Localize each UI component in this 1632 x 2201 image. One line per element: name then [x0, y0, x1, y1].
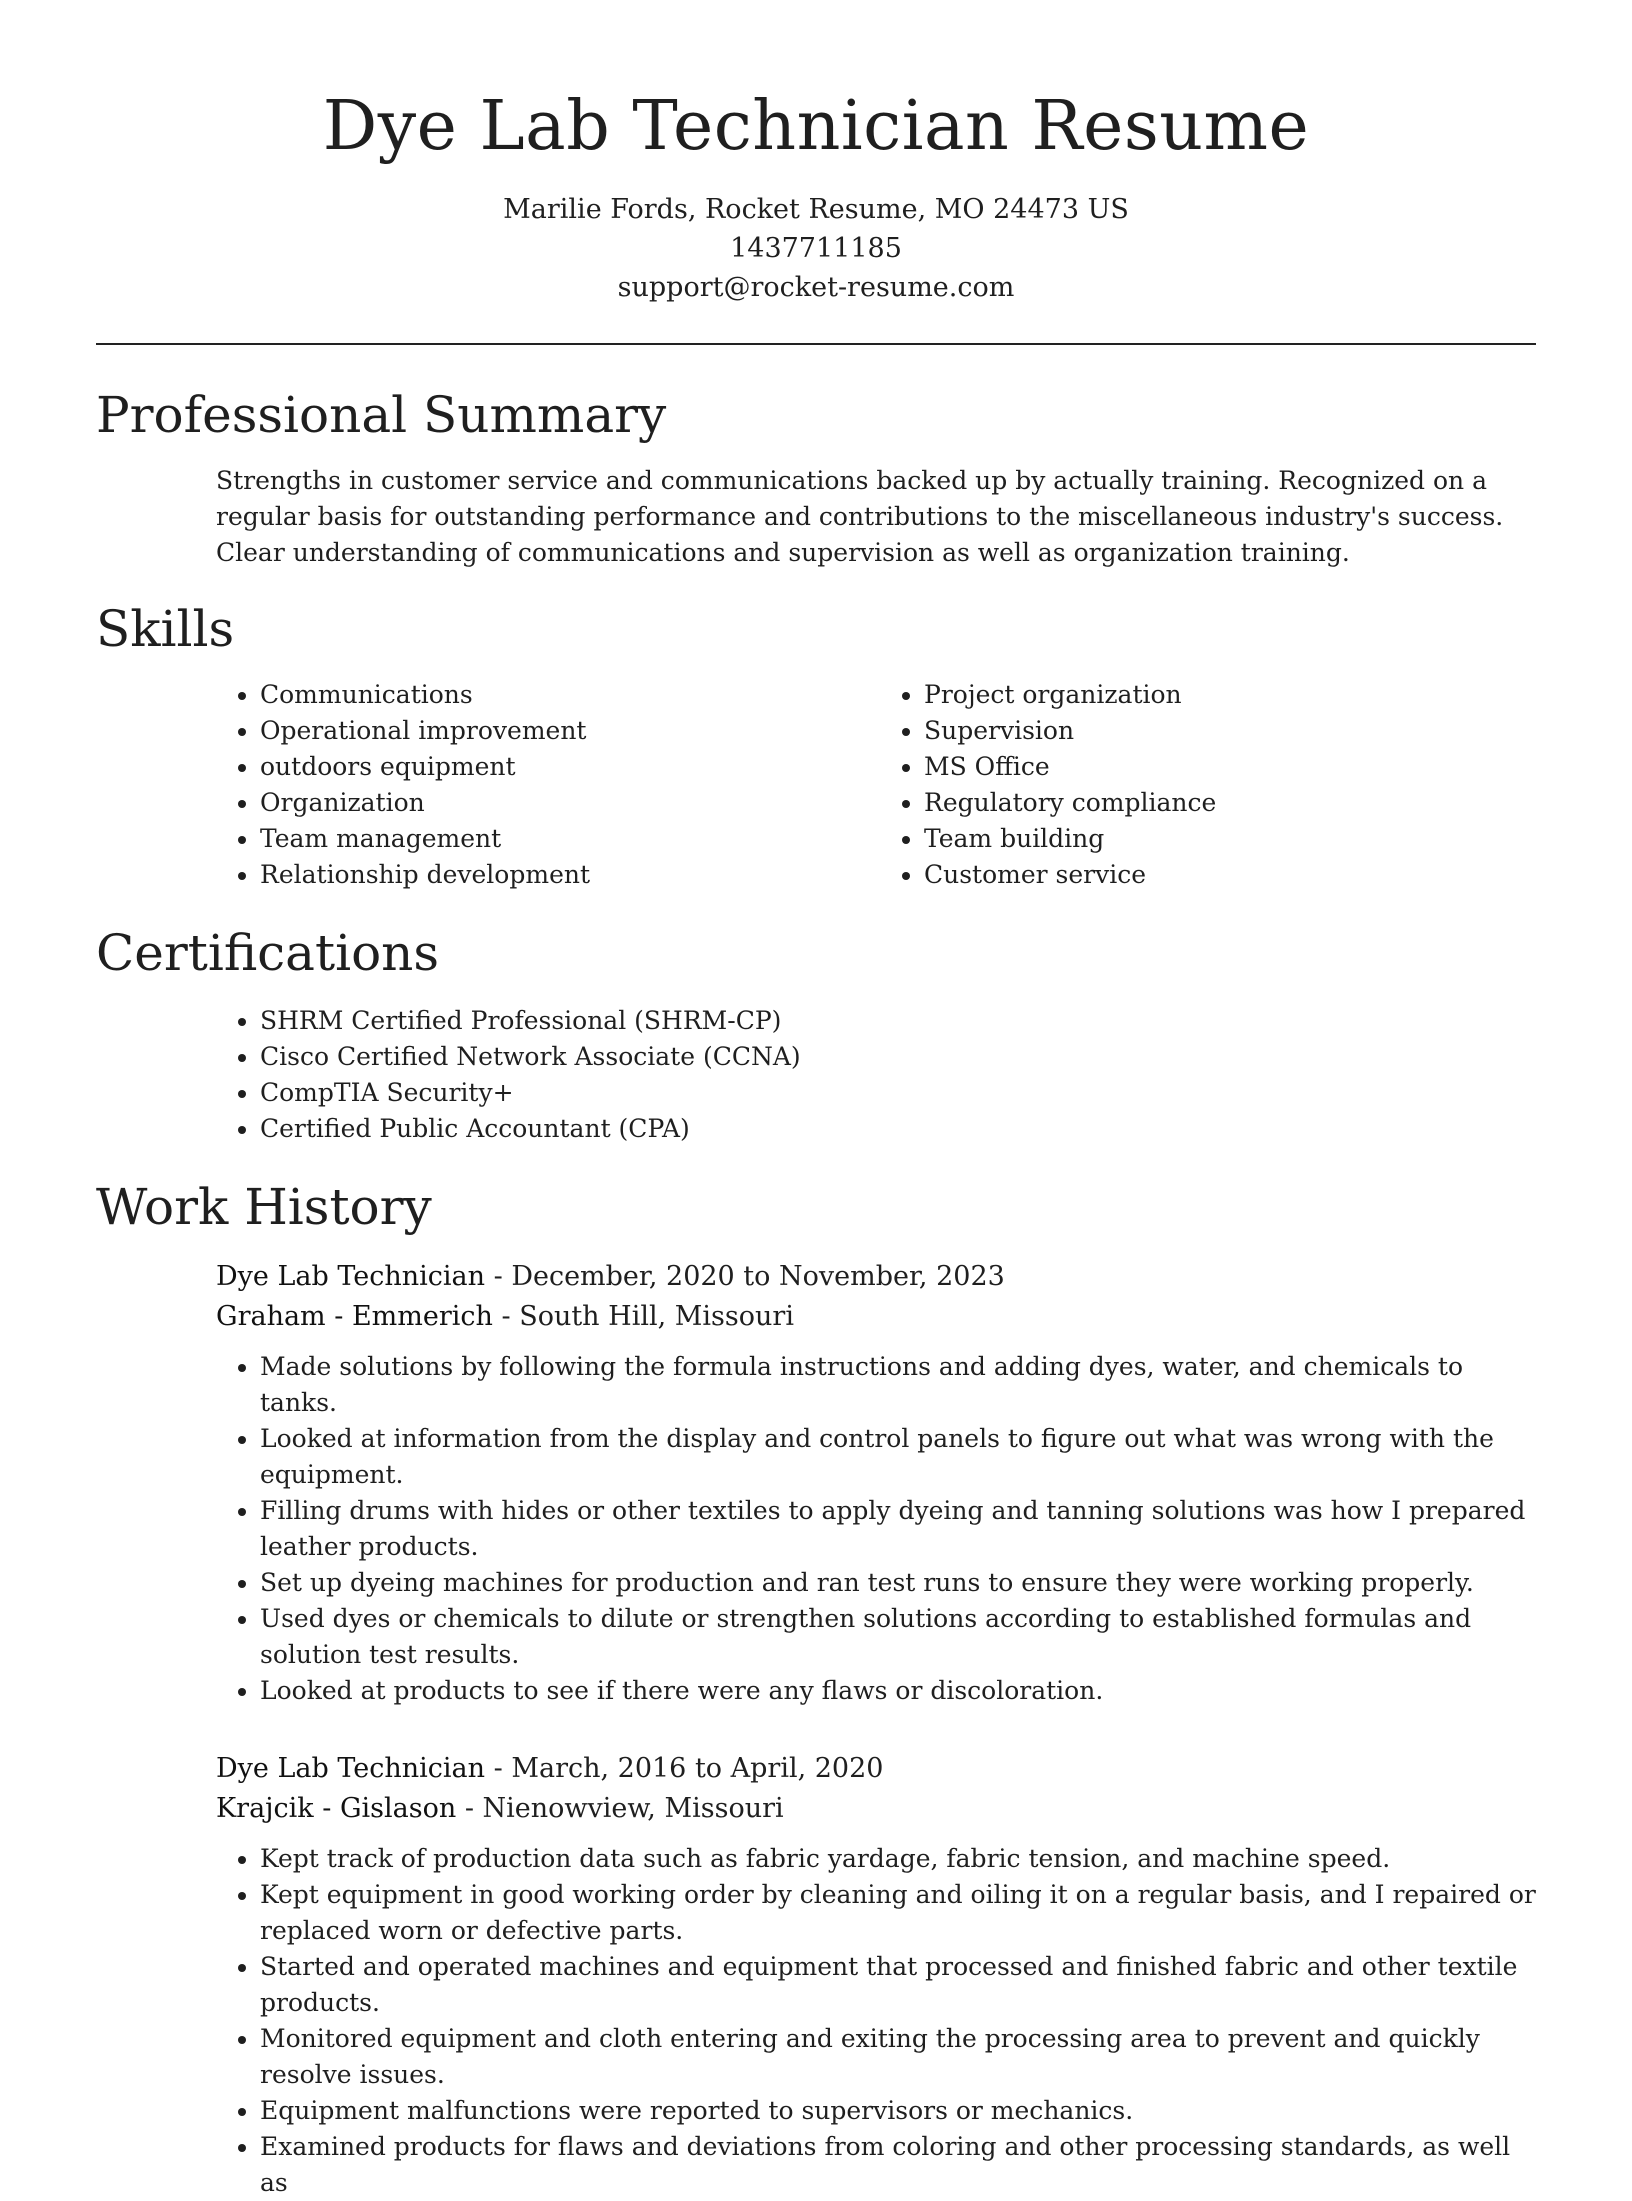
skill-item: • Team building [924, 821, 1524, 857]
work-history-heading: Work History [96, 1178, 432, 1236]
job-title: Dye Lab Technician [216, 1261, 486, 1292]
certification-item: • Cisco Certified Network Associate (CCNA) [260, 1039, 1536, 1075]
skill-item: • Organization [260, 785, 910, 821]
job-duty: • Set up dyeing machines for production and ran test runs to ensure they were working properly. [260, 1565, 1536, 1601]
contact-email: support@rocket-resume.com [617, 272, 1015, 303]
job-duty: • Kept track of production data such as fabric yardage, fabric tension, and machine speed. [260, 1841, 1536, 1877]
job-entry [216, 1257, 1536, 1709]
resume-title: Dye Lab Technician Resume [322, 87, 1310, 166]
skill-item: • Supervision [924, 713, 1524, 749]
job-duty: • Equipment malfunctions were reported to supervisors or mechanics. [260, 2093, 1536, 2129]
skill-item: • Regulatory compliance [924, 785, 1524, 821]
skills-heading: Skills [96, 600, 235, 658]
skill-item: • outdoors equipment [260, 749, 910, 785]
job-duty: • Filling drums with hides or other textiles to apply dyeing and tanning solutions was how I prepared leather products. [260, 1493, 1536, 1565]
job-company: Graham - Emmerich [216, 1301, 493, 1332]
job-location: - Nienowview, Missouri [456, 1793, 784, 1824]
job-duty: • Monitored equipment and cloth entering and exiting the processing area to prevent and quickly resolve issues. [260, 2021, 1536, 2093]
summary-text: Strengths in customer service and communications backed up by actually training. Recognized on a regular basis for outstanding performance and contributions to the miscellaneous industry's success. Clear understanding of communications and supervision as well as organization training. [216, 466, 1504, 567]
job-duty: • Examined products for flaws and deviations from coloring and other processing standards, as well as [260, 2129, 1536, 2201]
contact-address: Marilie Fords, Rocket Resume, MO 24473 US [503, 194, 1129, 225]
skill-item: • Customer service [924, 857, 1524, 893]
job-entry [216, 1749, 1536, 2201]
job-title-line [216, 1749, 1536, 1789]
skills-list [96, 677, 1536, 893]
job-company: Krajcik - Gislason [216, 1793, 457, 1824]
job-dates: - December, 2020 to November, 2023 [485, 1261, 1005, 1292]
job-duty: • Used dyes or chemicals to dilute or strengthen solutions according to established formulas and solution test results. [260, 1601, 1536, 1673]
job-company-line [216, 1789, 1536, 1829]
certifications-heading: Certifications [96, 924, 440, 982]
job-title-line [216, 1257, 1536, 1297]
job-duties-list [216, 1841, 1536, 2201]
certification-item: • Certified Public Accountant (CPA) [260, 1111, 1536, 1147]
job-dates: - March, 2016 to April, 2020 [485, 1753, 884, 1784]
resume-page [96, 0, 1536, 2201]
skill-item: • Relationship development [260, 857, 910, 893]
contact-block [96, 190, 1536, 307]
job-duty: • Made solutions by following the formula instructions and adding dyes, water, and chemicals to tanks. [260, 1349, 1536, 1421]
certifications-list [96, 1003, 1536, 1147]
summary-heading: Professional Summary [96, 386, 667, 444]
job-duty: • Looked at information from the display and control panels to figure out what was wrong with the equipment. [260, 1421, 1536, 1493]
job-duty: • Looked at products to see if there were any flaws or discoloration. [260, 1673, 1536, 1709]
job-company-line [216, 1297, 1536, 1337]
job-title: Dye Lab Technician [216, 1753, 486, 1784]
job-location: - South Hill, Missouri [492, 1301, 794, 1332]
header-divider [96, 343, 1536, 345]
job-duty: • Kept equipment in good working order by cleaning and oiling it on a regular basis, and I repaired or replaced worn or defective parts. [260, 1877, 1536, 1949]
skill-item: • Communications [260, 677, 910, 713]
job-duties-list [216, 1349, 1536, 1709]
skill-item: • Project organization [924, 677, 1524, 713]
job-duty: • Started and operated machines and equipment that processed and finished fabric and other textile products. [260, 1949, 1536, 2021]
certification-item: • CompTIA Security+ [260, 1075, 1536, 1111]
skill-item: • Team management [260, 821, 910, 857]
contact-phone: 1437711185 [730, 233, 902, 264]
certification-item: • SHRM Certified Professional (SHRM-CP) [260, 1003, 1536, 1039]
skills-column-left [96, 677, 910, 893]
skill-item: • MS Office [924, 749, 1524, 785]
skills-column-right [910, 677, 1524, 893]
skill-item: • Operational improvement [260, 713, 910, 749]
